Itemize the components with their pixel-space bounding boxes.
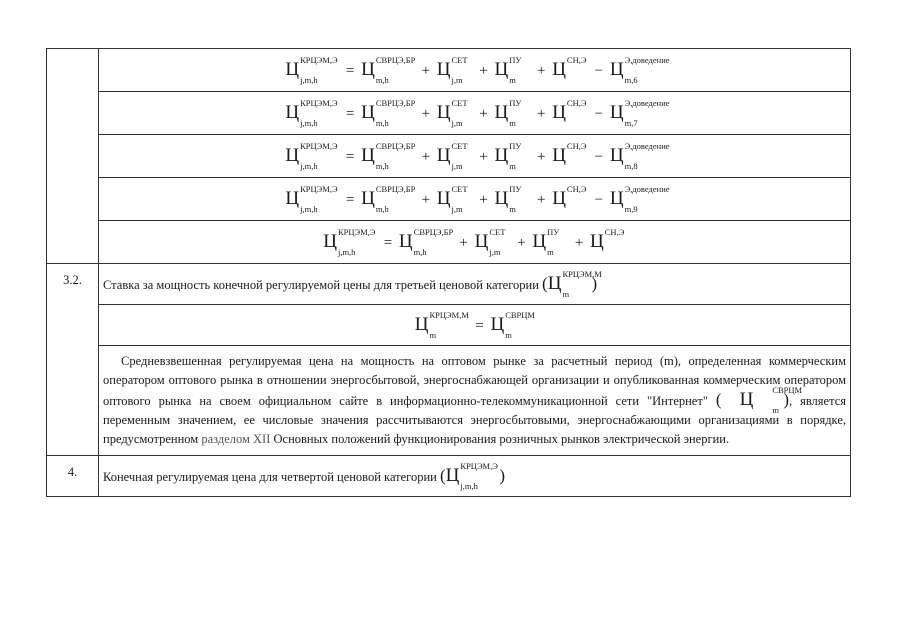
table-row [47,49,851,92]
price-term: Ц КРЦЭМ,М m [414,310,469,340]
price-term: Ц КРЦЭМ,Э j,m,h [285,98,338,128]
section-link[interactable]: разделом XII [201,432,271,446]
row-number-cell: 3.2. [47,264,99,456]
table-row [47,305,851,346]
price-term: Ц СВРЦЭ,БР m,h [398,227,454,257]
price-term: Ц Э,доведение m,8 [609,141,670,171]
price-term: Ц СВРЦЭ,БР m,h [361,141,416,171]
price-term: Ц СВРЦЭ,БР m,h [361,98,416,128]
price-term: Ц СН,Э [552,184,587,209]
price-term: Ц КРЦЭМ,М m [547,269,602,299]
price-term: Ц Э,доведение m,9 [609,184,670,214]
price-term: Ц ПУ m [494,184,522,214]
price-term: Ц СН,Э [552,141,587,166]
price-term: Ц СВРЦМ m [739,385,803,415]
row-number-cell [47,49,99,264]
price-term: Ц ПУ m [532,227,560,257]
table-row [47,221,851,264]
price-term: Ц СЕТ j,m [474,227,506,257]
price-term: Ц СВРЦМ m [490,310,535,340]
price-term: Ц ПУ m [494,55,522,85]
row-label-cell: Ставка за мощность конечной регулируемой цены для третьей ценовой категории (Ц КРЦЭМ,М m ) [99,264,851,305]
price-term: Ц СВРЦЭ,БР m,h [361,184,416,214]
table-row [47,456,851,497]
price-term: Ц СЕТ j,m [436,141,468,171]
price-term: Ц СН,Э [552,98,587,123]
table-row [47,178,851,221]
price-term: Ц СН,Э [552,55,587,80]
description-paragraph: Средневзвешенная регулируемая цена на мощность на оптовом рынке за расчетный период (m), определенная коммерческим оператором оптового рынка в отношении энергосбытовой, энергоснабжающей организации и опубликованная коммерческим оператором оптового рынка на своем официальном сайте в информационно-телекоммуникационной сети "Интернет" ( Ц СВРЦМ m ), является переменным значением, ее числовые значения рассчитываются энергосбытовыми, энергоснабжающими организациями в порядке, предусмотренном разделом XII Основных положений функционирования розничных рынков электрической энергии. [103,354,847,446]
row-label-text: Конечная регулируемая цена для четвертой ценовой категории [103,470,437,484]
price-term: Ц Э,доведение m,7 [609,98,670,128]
formula-cell: Ц КРЦЭМ,Э j,m,h = Ц СВРЦЭ,БР m,h + Ц СЕТ j,m + Ц ПУ m + Ц СН,Э − Ц Э,доведение m,9 [99,178,851,221]
price-term: Ц ПУ m [494,98,522,128]
formula-cell: Ц КРЦЭМ,М m = Ц СВРЦМ m [99,305,851,346]
formula-cell: Ц КРЦЭМ,Э j,m,h = Ц СВРЦЭ,БР m,h + Ц СЕТ j,m + Ц ПУ m + Ц СН,Э − Ц Э,доведение m,6 [99,49,851,92]
row-number-cell: 4. [47,456,99,497]
price-term: Ц Э,доведение m,6 [609,55,670,85]
price-term: Ц ПУ m [494,141,522,171]
price-term: Ц КРЦЭМ,Э j,m,h [285,141,338,171]
tariff-table [46,48,851,497]
price-term: Ц СЕТ j,m [436,55,468,85]
price-term: Ц КРЦЭМ,Э j,m,h [445,461,498,491]
price-term: Ц СЕТ j,m [436,184,468,214]
price-term: Ц КРЦЭМ,Э j,m,h [323,227,376,257]
formula-cell: Ц КРЦЭМ,Э j,m,h = Ц СВРЦЭ,БР m,h + Ц СЕТ j,m + Ц ПУ m + Ц СН,Э [99,221,851,264]
row-label-text: Ставка за мощность конечной регулируемой цены для третьей ценовой категории [103,278,539,292]
price-term: Ц КРЦЭМ,Э j,m,h [285,55,338,85]
price-term: Ц СЕТ j,m [436,98,468,128]
row-label-cell: Конечная регулируемая цена для четвертой ценовой категории (Ц КРЦЭМ,Э j,m,h ) [99,456,851,497]
table-row [47,346,851,456]
table-row [47,92,851,135]
price-term: Ц КРЦЭМ,Э j,m,h [285,184,338,214]
formula-cell: Ц КРЦЭМ,Э j,m,h = Ц СВРЦЭ,БР m,h + Ц СЕТ j,m + Ц ПУ m + Ц СН,Э − Ц Э,доведение m,8 [99,135,851,178]
formula-cell: Ц КРЦЭМ,Э j,m,h = Ц СВРЦЭ,БР m,h + Ц СЕТ j,m + Ц ПУ m + Ц СН,Э − Ц Э,доведение m,7 [99,92,851,135]
price-term: Ц СН,Э [590,227,625,252]
table-row [47,135,851,178]
price-term: Ц СВРЦЭ,БР m,h [361,55,416,85]
table-row [47,264,851,305]
description-cell [99,346,851,456]
